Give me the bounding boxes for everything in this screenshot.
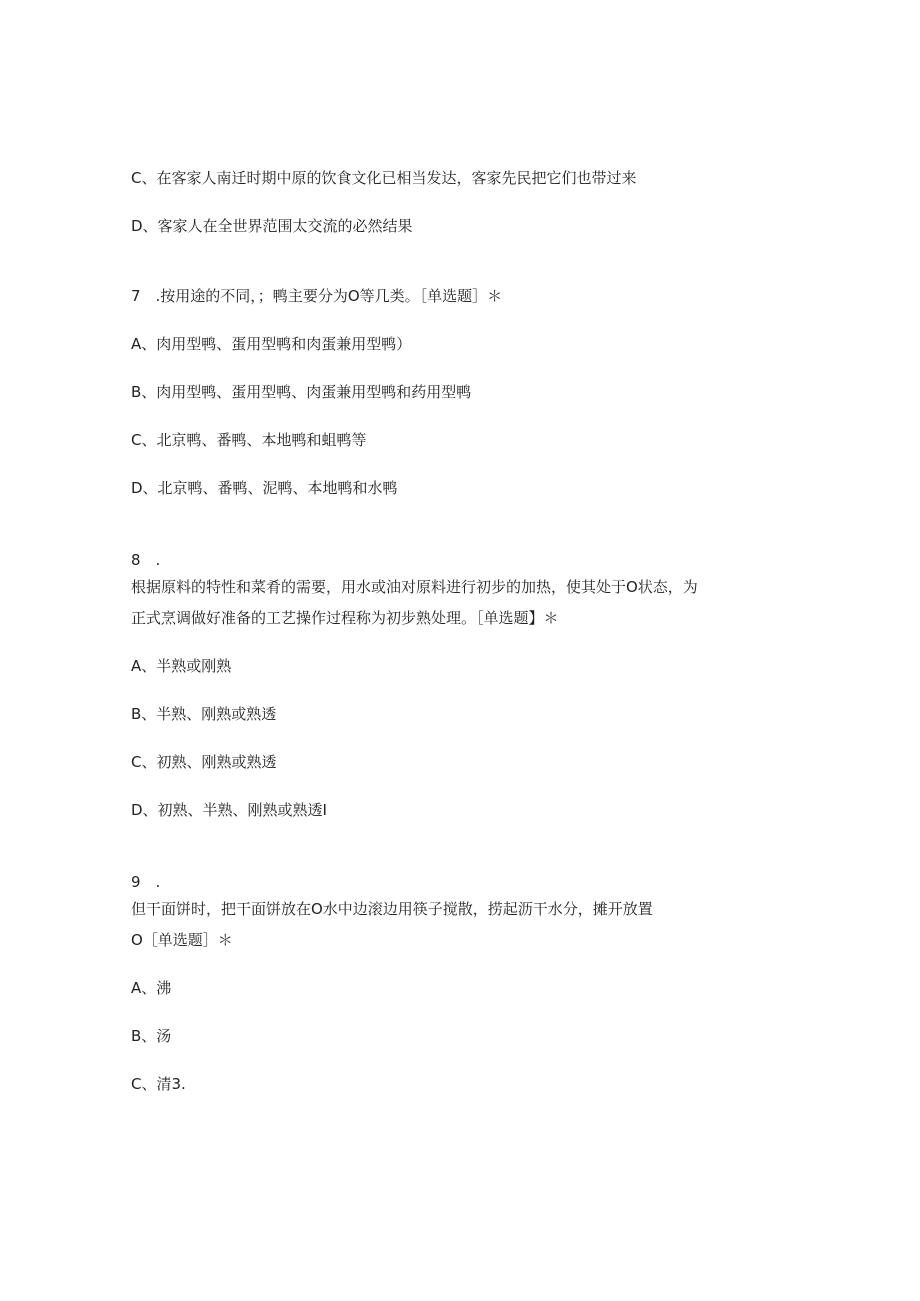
q8-question-line-2: 正式烹调做好准备的工艺操作过程称为初步熟处理。［单选题】＊ bbox=[131, 609, 559, 627]
q9-option-a: A、沸 bbox=[131, 979, 172, 997]
q8-number: 8 . bbox=[131, 551, 161, 569]
q7-question-text: 7 .按用途的不同，；鸭主要分为O等几类。［单选题］＊ bbox=[131, 287, 503, 305]
q7-option-b: B、肉用型鸭、蛋用型鸭、肉蛋兼用型鸭和药用型鸭 bbox=[131, 383, 472, 401]
q8-question-line-1: 根据原料的特性和菜肴的需要，用水或油对原料进行初步的加热，使其处于O状态，为 bbox=[131, 578, 698, 596]
q8-option-d: D、初熟、半熟、刚熟或熟透I bbox=[131, 801, 327, 819]
q9-option-b: B、汤 bbox=[131, 1027, 172, 1045]
q7-option-d: D、北京鸭、番鸭、泥鸭、本地鸭和水鸭 bbox=[131, 479, 398, 497]
q9-question-line-1: 但干面饼时，把干面饼放在O水中边滚边用筷子搅散，捞起沥干水分，摊开放置 bbox=[131, 900, 653, 918]
q9-question-line-2: O［单选题］＊ bbox=[131, 931, 233, 949]
q6-option-d: D、客家人在全世界范围太交流的必然结果 bbox=[131, 217, 413, 235]
q8-option-a: A、半熟或刚熟 bbox=[131, 657, 232, 675]
q6-option-c: C、在客家人南迁时期中原的饮食文化已相当发达，客家先民把它们也带过来 bbox=[131, 169, 637, 187]
q9-number: 9 . bbox=[131, 873, 161, 891]
q7-option-c: C、北京鸭、番鸭、本地鸭和蛆鸭等 bbox=[131, 431, 367, 449]
q7-option-a: A、肉用型鸭、蛋用型鸭和肉蛋兼用型鸭） bbox=[131, 335, 412, 353]
q8-option-c: C、初熟、刚熟或熟透 bbox=[131, 753, 277, 771]
q8-option-b: B、半熟、刚熟或熟透 bbox=[131, 705, 277, 723]
q9-option-c: C、清3. bbox=[131, 1075, 186, 1093]
